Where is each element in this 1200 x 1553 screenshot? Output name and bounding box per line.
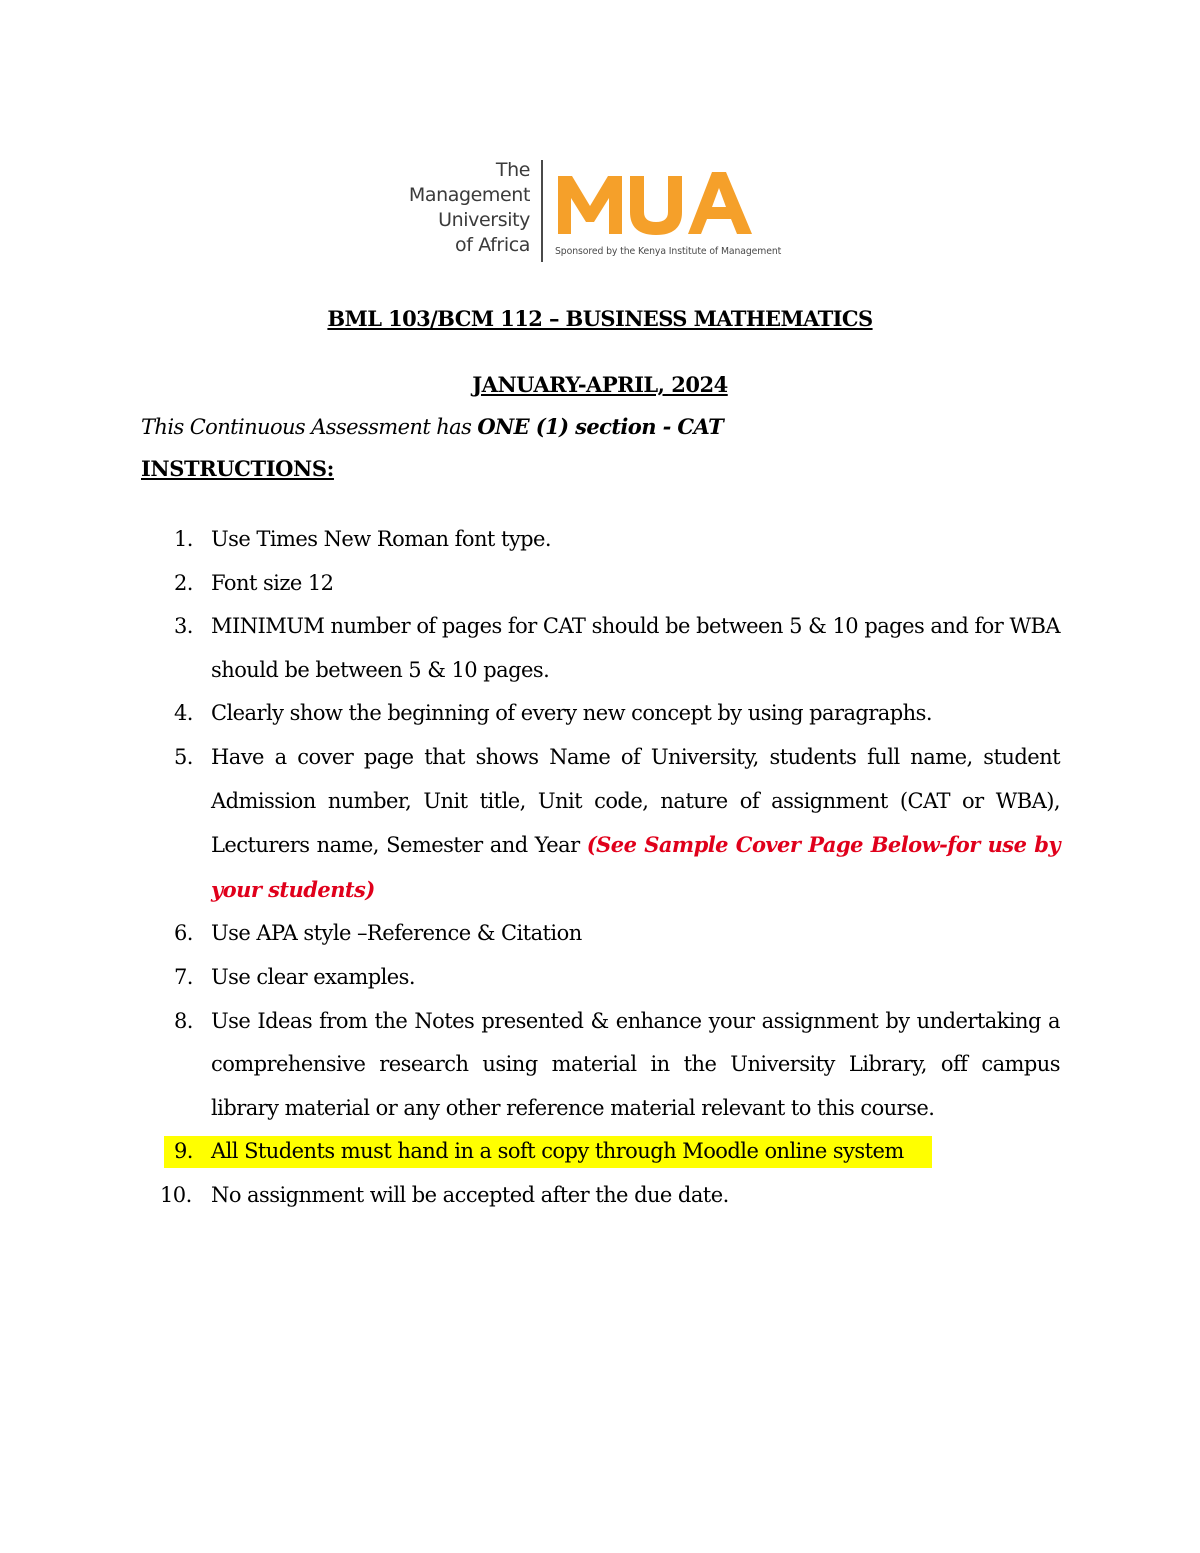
logo-text-line: of Africa bbox=[455, 234, 530, 256]
university-logo bbox=[408, 158, 794, 268]
instruction-text: All Students must hand in a soft copy through Moodle online system bbox=[211, 1139, 904, 1164]
instruction-text: Font size 12 bbox=[211, 570, 334, 595]
instruction-text: MINIMUM number of pages for CAT should be between 5 & 10 pages and for WBA should be between 5 & 10 pages. bbox=[211, 614, 1060, 682]
logo-wordmark bbox=[409, 158, 530, 258]
instruction-text: No assignment will be accepted after the due date. bbox=[211, 1182, 729, 1207]
instructions-list bbox=[160, 518, 1060, 1218]
instruction-item bbox=[170, 1000, 1060, 1131]
instruction-number: 6. bbox=[174, 921, 193, 946]
instruction-item bbox=[170, 692, 1060, 736]
instruction-item bbox=[170, 736, 1060, 912]
logo-text-line: Management bbox=[408, 184, 530, 206]
instruction-number: 7. bbox=[174, 964, 193, 989]
instruction-number: 5. bbox=[174, 744, 193, 769]
assessment-note-emphasis: ONE (1) section - CAT bbox=[477, 414, 724, 439]
instruction-number: 4. bbox=[174, 701, 193, 726]
instruction-text: Use clear examples. bbox=[211, 964, 416, 989]
instruction-item bbox=[170, 605, 1060, 692]
instruction-number: 8. bbox=[174, 1008, 193, 1033]
instruction-item bbox=[170, 956, 1060, 1000]
instruction-item bbox=[170, 518, 1060, 562]
course-title: BML 103/BCM 112 – BUSINESS MATHEMATICS bbox=[327, 306, 873, 331]
instruction-item bbox=[170, 912, 1060, 956]
assessment-note bbox=[141, 414, 723, 439]
logo-sponsor-text: Sponsored by the Kenya Institute of Management bbox=[555, 246, 782, 257]
instruction-number: 2. bbox=[174, 570, 193, 595]
instruction-text: Have a cover page that shows Name of University, students full name, student Admission number, Unit title, Unit code, nature of assignment (CAT or WBA), Lecturers name, Semester and Year bbox=[211, 744, 1060, 858]
logo-text-line: The bbox=[495, 159, 530, 181]
instruction-number: 1. bbox=[174, 527, 193, 551]
logo-text-line: University bbox=[438, 209, 530, 231]
instruction-item bbox=[170, 562, 1060, 606]
instruction-number: 3. bbox=[174, 614, 193, 639]
mua-logo-mark bbox=[554, 162, 760, 242]
instruction-text: Use APA style –Reference & Citation bbox=[211, 921, 582, 946]
assessment-note-lead: This Continuous Assessment has bbox=[141, 415, 478, 439]
instruction-number: 9. bbox=[174, 1139, 193, 1164]
instruction-text: Clearly show the beginning of every new concept by using paragraphs. bbox=[211, 701, 932, 726]
instruction-text: Use Ideas from the Notes presented & enhance your assignment by undertaking a comprehensive research using material in the University Library, off campus library material or any other reference material relevant to this course. bbox=[211, 1008, 1060, 1120]
logo-divider bbox=[541, 160, 543, 262]
term-heading: JANUARY-APRIL, 2024 bbox=[472, 372, 728, 397]
instructions-heading: INSTRUCTIONS: bbox=[141, 456, 334, 481]
instruction-number: 10. bbox=[160, 1182, 192, 1207]
instruction-item bbox=[160, 1174, 1060, 1218]
instruction-item-highlighted bbox=[170, 1130, 1060, 1174]
instruction-text: Use Times New Roman font type. bbox=[211, 527, 552, 551]
cover-page-note: (See Sample Cover Page Below-for use by your students) bbox=[211, 832, 1060, 902]
